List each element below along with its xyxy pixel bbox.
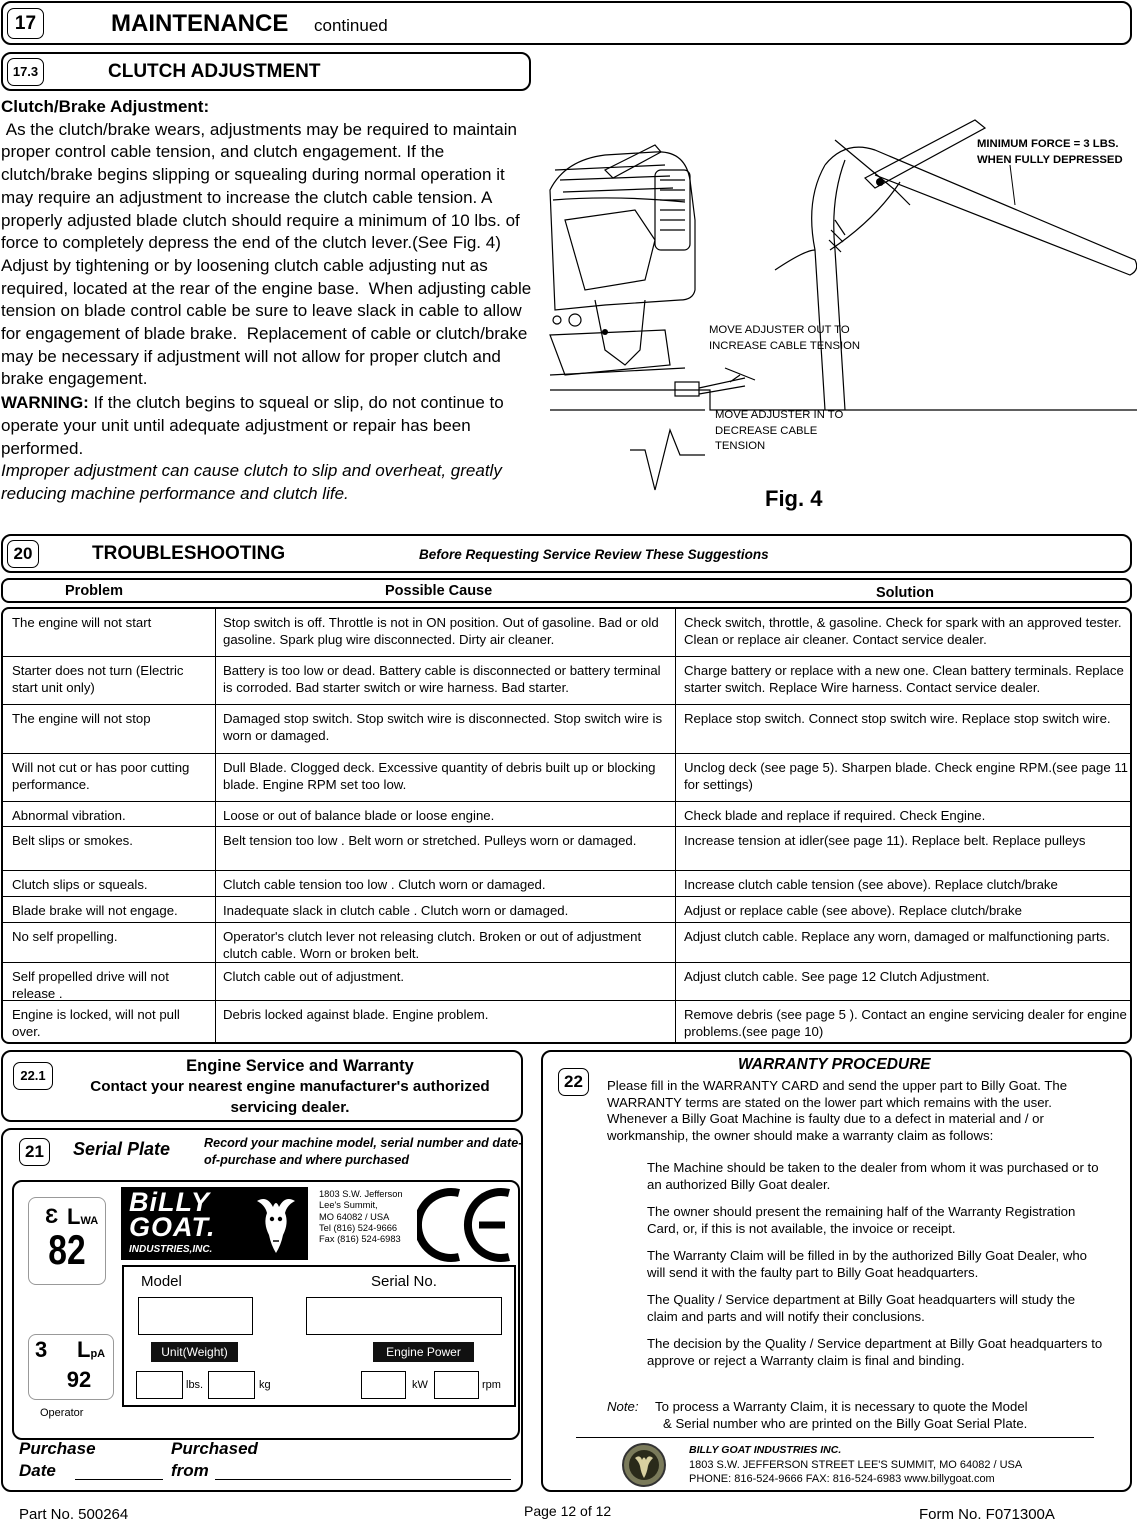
engine-service-box xyxy=(1,1050,523,1122)
fig-label-line: INCREASE CABLE TENSION xyxy=(709,339,861,352)
purchase-label-line: Date xyxy=(19,1461,56,1480)
troubleshooting-header xyxy=(1,534,1132,573)
fig-label-adjuster-in xyxy=(715,408,843,455)
maintenance-header xyxy=(1,1,1132,45)
sound-pressure-badge xyxy=(28,1334,114,1400)
troubleshooting-row xyxy=(3,802,1132,827)
troubleshooting-row xyxy=(3,705,1132,754)
kw-label: kW xyxy=(412,1379,428,1391)
solution-cell: Adjust clutch cable. Replace any worn, damaged or malfunctioning parts. xyxy=(684,929,1110,944)
warranty-divider xyxy=(576,1437,1094,1438)
model-field[interactable] xyxy=(138,1297,253,1335)
power-rpm-field[interactable] xyxy=(434,1371,479,1399)
section-number-badge: 17 xyxy=(7,8,44,39)
warranty-step: The Warranty Claim will be filled in by the authorized Billy Goat Dealer, who will send it with the faulty part to Billy Goat headquarters. xyxy=(647,1248,1088,1280)
troubleshooting-row xyxy=(3,609,1132,657)
fig-label-line: TENSION xyxy=(715,440,766,452)
model-label: Model xyxy=(141,1273,182,1290)
solution-cell: Check blade and replace if required. Check Engine. xyxy=(684,808,986,823)
serial-plate-box xyxy=(1,1128,523,1492)
solution-cell: Adjust clutch cable. See page 12 Clutch Adjustment. xyxy=(684,969,990,984)
solution-cell: Increase clutch cable tension (see above). Replace clutch/brake xyxy=(684,877,1058,892)
sound-pressure-icon: 3 xyxy=(35,1337,48,1362)
troubleshooting-row xyxy=(3,1001,1132,1044)
warning-text: If the clutch begins to squeal or slip, do not continue to operate your unit until adequate adjustment or repair has been performed. xyxy=(1,393,504,458)
cause-cell: Inadequate slack in clutch cable . Clutch worn or damaged. xyxy=(223,903,569,918)
engine-power-tag: Engine Power xyxy=(373,1342,474,1362)
warranty-note-label: Note: xyxy=(607,1399,639,1414)
page-title: MAINTENANCE xyxy=(111,10,289,37)
sound-pressure-value: 92 xyxy=(66,1367,92,1392)
warranty-step: The owner should present the remaining half of the Warranty Registration Card, or, if this is not available, the invoice or receipt. xyxy=(647,1204,1076,1236)
section-number-badge: 20 xyxy=(7,540,39,568)
company-seal-icon xyxy=(621,1442,667,1488)
fig-label-line: WHEN FULLY DEPRESSED xyxy=(977,153,1123,166)
logo-text: BiLLY xyxy=(129,1187,210,1217)
serial-field[interactable] xyxy=(306,1297,502,1335)
fig-label-min-force xyxy=(977,137,1123,168)
cause-cell: Belt tension too low . Belt worn or stretched. Pulleys worn or damaged. xyxy=(223,833,637,848)
section-number-badge: 17.3 xyxy=(7,58,44,86)
clutch-text-block xyxy=(1,96,539,506)
troubleshooting-table xyxy=(1,607,1132,1044)
section-title: CLUTCH ADJUSTMENT xyxy=(108,61,321,82)
purchased-label-line: Purchased xyxy=(171,1439,258,1458)
address-line: 1803 S.W. Jefferson xyxy=(319,1189,403,1199)
footer-form-number: Form No. F071300A xyxy=(919,1506,1055,1521)
cause-cell: Clutch cable out of adjustment. xyxy=(223,969,405,984)
clutch-paragraph: As the clutch/brake wears, adjustments may be required to maintain proper control cable tension, and clutch engagement. If the clutch/brake begins slipping or squealing during normal operation it may require an adjustment to increase the clutch cable tension. A properly adjusted blade clutch should require a minimum of 10 lbs. of force to completely depress the end of the clutch lever.(See Fig. 4) Adjust by tightening or by loosening clutch cable adjusting nut as required, located at the rear of the engine base. When adjusting cable tension on blade control cable be sure to leave slack in cable to allow for engagement of blade brake. Replacement of cable or clutch/brake may be necessary if adjustment will not allow for proper clutch and brake engagement. xyxy=(1,119,536,389)
solution-cell: Remove debris (see page 5 ). Contact an engine servicing dealer for engine problems.(see page 10) xyxy=(684,1007,1127,1039)
problem-cell: Starter does not turn (Electric start unit only) xyxy=(12,663,184,695)
sound-power-badge xyxy=(28,1197,106,1285)
solution-cell: Replace stop switch. Connect stop switch wire. Replace stop switch wire. xyxy=(684,711,1111,726)
fig-label-line: DECREASE CABLE xyxy=(715,424,818,437)
fig-label-adjuster-out xyxy=(709,323,860,354)
solution-cell: Adjust or replace cable (see above). Replace clutch/brake xyxy=(684,903,1022,918)
model-serial-panel xyxy=(122,1265,516,1407)
operator-label: Operator xyxy=(40,1407,84,1419)
engine-service-text: Contact your nearest engine manufacturer's authorized servicing dealer. xyxy=(90,1078,490,1116)
fig-label-line: MOVE ADJUSTER OUT TO xyxy=(709,324,850,336)
serial-plate-title: Serial Plate xyxy=(73,1139,171,1159)
address-line: Lee's Summit, xyxy=(319,1200,378,1211)
troubleshooting-row xyxy=(3,871,1132,897)
problem-cell: The engine will not start xyxy=(12,615,152,630)
footer-page-number: Page 12 of 12 xyxy=(524,1503,612,1519)
serial-plate-instructions: Record your machine model, serial number and date-of-purchase and where purchased xyxy=(204,1136,523,1167)
manufacturer-address xyxy=(319,1189,403,1245)
solution-cell: Check switch, throttle, & gasoline. Check for spark with an approved tester. Clean or replace air cleaner. Contact service dealer. xyxy=(684,615,1122,647)
company-contact: PHONE: 816-524-9666 FAX: 816-524-6983 www.billygoat.com xyxy=(689,1473,995,1485)
sound-pressure-label: LpA xyxy=(77,1337,106,1362)
warranty-step: The decision by the Quality / Service department at Billy Goat headquarters to approve or reject a Warranty claim is final and binding. xyxy=(647,1336,1103,1368)
column-header-problem: Problem xyxy=(65,583,124,599)
solution-cell: Increase tension at idler(see page 11). Replace belt. Replace pulleys xyxy=(684,833,1086,848)
cause-cell: Operator's clutch lever not releasing clutch. Broken or out of adjustment clutch cable. Worn or broken belt. xyxy=(223,929,642,961)
billy-goat-logo xyxy=(121,1187,308,1260)
rpm-label: rpm xyxy=(482,1379,501,1391)
sound-power-icon: Ɛ xyxy=(45,1205,59,1228)
warranty-step: The Quality / Service department at Billy Goat headquarters will study the claim and parts and will notify their conclusions. xyxy=(647,1292,1076,1324)
clutch-warning xyxy=(1,392,539,460)
warranty-title: WARRANTY PROCEDURE xyxy=(738,1056,931,1073)
troubleshooting-row xyxy=(3,963,1132,1001)
footer-part-number: Part No. 500264 xyxy=(19,1506,129,1521)
figure-caption: Fig. 4 xyxy=(765,486,823,511)
troubleshooting-row xyxy=(3,754,1132,802)
address-line: Tel (816) 524-9666 xyxy=(319,1222,398,1233)
troubleshooting-row xyxy=(3,923,1132,963)
purchase-date-label xyxy=(19,1438,96,1482)
clutch-adjustment-header xyxy=(1,52,531,91)
engine-service-title: Engine Service and Warranty xyxy=(186,1057,414,1075)
cause-cell: Dull Blade. Clogged deck. Excessive quantity of debris built up or blocking blade. Engine RPM set too low. xyxy=(223,760,656,792)
address-line: Fax (816) 524-6983 xyxy=(319,1234,401,1245)
cause-cell: Loose or out of balance blade or loose engine. xyxy=(223,808,495,823)
section-number-badge: 22 xyxy=(558,1068,589,1096)
column-header-solution: Solution xyxy=(876,585,934,601)
address-line: MO 64082 / USA xyxy=(319,1211,390,1222)
serial-plate xyxy=(12,1180,520,1440)
column-header-cause: Possible Cause xyxy=(385,583,493,599)
purchased-from-line[interactable] xyxy=(215,1479,511,1480)
sound-power-label: LWA xyxy=(67,1204,99,1229)
troubleshooting-row xyxy=(3,897,1132,923)
sound-power-value: 82 xyxy=(48,1226,86,1273)
section-number-badge: 22.1 xyxy=(13,1062,53,1090)
fig-label-line: MOVE ADJUSTER IN TO xyxy=(715,409,844,421)
cause-cell: Battery is too low or dead. Battery cable is disconnected or battery terminal is corroded. Bad starter switch or wire harness. Bad starter. xyxy=(223,663,661,695)
warranty-note-text: & Serial number who are printed on the Billy Goat Serial Plate. xyxy=(663,1416,1028,1431)
warning-label: WARNING: xyxy=(1,393,89,413)
company-address: 1803 S.W. JEFFERSON STREET LEE'S SUMMIT, MO 64082 / USA xyxy=(689,1459,1023,1471)
purchased-from-label xyxy=(171,1438,258,1482)
problem-cell: Self propelled drive will not release . xyxy=(12,969,169,1001)
warranty-box xyxy=(541,1050,1132,1492)
problem-cell: Clutch slips or squeals. xyxy=(12,877,148,892)
lbs-label: lbs. xyxy=(186,1379,204,1391)
solution-cell: Unclog deck (see page 5). Sharpen blade. Check engine RPM.(see page 11 for settings) xyxy=(684,760,1129,792)
cause-cell: Clutch cable tension too low . Clutch worn or damaged. xyxy=(223,877,546,892)
warranty-step: The Machine should be taken to the dealer from whom it was purchased or to an authorized Billy Goat dealer. xyxy=(647,1160,1099,1192)
cause-cell: Stop switch is off. Throttle is not in ON position. Out of gasoline. Bad or old gasoline. Spark plug wire disconnected. Dirty air cleaner. xyxy=(223,615,659,647)
unit-weight-tag: Unit(Weight) xyxy=(151,1342,238,1362)
section-subtitle: Before Requesting Service Review These Suggestions xyxy=(419,547,769,562)
solution-cell: Charge battery or replace with a new one. Clean battery terminals. Replace starter switch. Replace Wire harness. Contact service dealer. xyxy=(684,663,1124,695)
purchased-label-line: from xyxy=(171,1461,209,1480)
problem-cell: Abnormal vibration. xyxy=(12,808,126,823)
troubleshooting-row xyxy=(3,827,1132,871)
warranty-intro: Please fill in the WARRANTY CARD and send the upper part to Billy Goat. The WARRANTY terms are stated on the lower part which remains with the user. Whenever a Billy Goat Machine is faulty due to a defect in material and / or workmanship, the owner should make a warranty claim as follows: xyxy=(607,1078,1068,1143)
weight-kg-field[interactable] xyxy=(208,1371,255,1399)
cause-cell: Damaged stop switch. Stop switch wire is disconnected. Stop switch wire is worn or damaged. xyxy=(223,711,663,743)
ce-mark-icon xyxy=(417,1187,517,1263)
clutch-heading: Clutch/Brake Adjustment: xyxy=(1,97,210,116)
fig-label-line: MINIMUM FORCE = 3 LBS. xyxy=(977,138,1119,150)
problem-cell: Engine is locked, will not pull over. xyxy=(12,1007,180,1039)
clutch-caution: Improper adjustment can cause clutch to slip and overheat, greatly reducing machine performance and clutch life. xyxy=(1,461,502,503)
goat-icon xyxy=(247,1193,305,1255)
warranty-note-text: To process a Warranty Claim, it is necessary to quote the Model xyxy=(655,1399,1028,1414)
company-name: BILLY GOAT INDUSTRIES INC. xyxy=(689,1444,842,1456)
serial-label: Serial No. xyxy=(371,1273,437,1290)
section-number-badge: 21 xyxy=(19,1138,50,1166)
problem-cell: Belt slips or smokes. xyxy=(12,833,133,848)
kg-label: kg xyxy=(259,1379,271,1391)
weight-lbs-field[interactable] xyxy=(136,1371,183,1399)
page-subtitle: continued xyxy=(314,16,388,35)
power-kw-field[interactable] xyxy=(361,1371,406,1399)
cause-cell: Debris locked against blade. Engine problem. xyxy=(223,1007,489,1022)
problem-cell: Blade brake will not engage. xyxy=(12,903,178,918)
troubleshooting-column-headers xyxy=(1,578,1132,603)
problem-cell: The engine will not stop xyxy=(12,711,151,726)
problem-cell: Will not cut or has poor cutting performance. xyxy=(12,760,190,792)
section-title: TROUBLESHOOTING xyxy=(92,543,286,564)
purchase-label-line: Purchase xyxy=(19,1439,96,1458)
logo-text: INDUSTRIES,INC. xyxy=(129,1244,213,1255)
problem-cell: No self propelling. xyxy=(12,929,118,944)
logo-text: GOAT. xyxy=(129,1212,216,1242)
troubleshooting-row xyxy=(3,657,1132,705)
purchase-date-line[interactable] xyxy=(75,1479,163,1480)
